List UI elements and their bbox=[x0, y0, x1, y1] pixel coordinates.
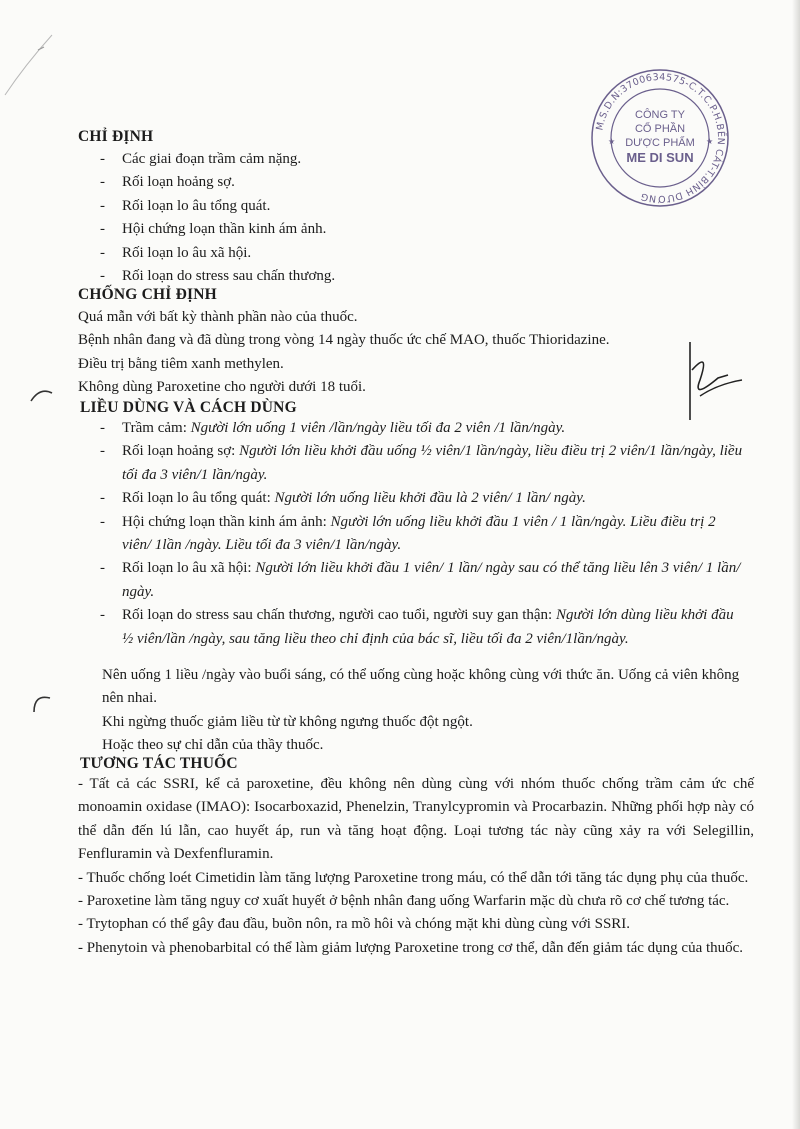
contraindications-text bbox=[78, 306, 748, 400]
heading-indications: CHỈ ĐỊNH bbox=[78, 128, 154, 145]
list-item bbox=[78, 604, 748, 651]
list-item bbox=[78, 440, 748, 487]
company-stamp bbox=[590, 68, 730, 208]
stamp-ring-textpath: M.S.D.N:3700634575-C.T.C.P.H.BẾN CÁT-T.BÌNH DƯƠNG bbox=[594, 71, 727, 205]
dose-detail: Người lớn uống 1 viên /lần/ngày liều tối đa 2 viên /1 lần/ngày. bbox=[190, 420, 566, 436]
dose-detail: Người lớn liều khởi đầu 1 viên/ 1 lần/ ngày sau có thể tăng liều lên 3 viên/ 1 lần/ ngày. bbox=[122, 560, 741, 600]
dose-detail: Người lớn dùng liều khởi đầu ½ viên/lần /ngày, sau tăng liều theo chỉ định của bác sĩ, liều tối đa 2 viên/1lần/ngày. bbox=[122, 607, 734, 647]
list-item: - Các giai đoạn trầm cảm nặng. bbox=[78, 148, 335, 171]
stamp-line-joint-stock: CỔ PHẦN bbox=[634, 123, 686, 135]
paragraph: - Trytophan có thể gây đau đầu, buồn nôn, ra mồ hôi và chóng mặt khi dùng cùng với SSRI. bbox=[78, 916, 631, 933]
dosage-list bbox=[78, 417, 748, 651]
paragraph: - Phenytoin và phenobarbital có thể làm giảm lượng Paroxetine trong cơ thể, dẫn đến giảm tác dụng của thuốc. bbox=[78, 939, 744, 956]
list-item bbox=[78, 417, 748, 440]
list-item: - Rối loạn hoảng sợ. bbox=[78, 171, 335, 194]
scan-smudge-mark bbox=[0, 20, 60, 100]
heading-dosage: LIỀU DÙNG VÀ CÁCH DÙNG bbox=[80, 399, 297, 416]
dose-detail: Người lớn liều khởi đầu uống ½ viên/1 lần/ngày, liều điều trị 2 viên/1 lần/ngày, liều tối đa 3 viên/1 lần/ngày. bbox=[122, 443, 743, 483]
interactions-text bbox=[78, 773, 754, 960]
list-item bbox=[78, 487, 748, 510]
dose-label: Rối loạn hoảng sợ: bbox=[122, 443, 240, 460]
dose-detail: Người lớn uống liều khởi đầu 1 viên / 1 lần/ngày. Liều điều trị 2 viên/ 1lần /ngày. Liều tối đa 3 viên/1 lần/ngày. bbox=[122, 513, 716, 554]
paragraph: Không dùng Paroxetine cho người dưới 18 tuổi. bbox=[78, 379, 366, 396]
dose-label: Rối loạn lo âu xã hội: bbox=[122, 560, 256, 577]
stamp-line-medisun: ME DI SUN bbox=[626, 150, 694, 165]
stamp-line-company: CÔNG TY bbox=[635, 109, 685, 121]
dosage-notes bbox=[102, 664, 752, 758]
list-item bbox=[78, 511, 748, 558]
list-item: - Rối loạn lo âu xã hội. bbox=[78, 242, 335, 265]
punch-hole-mark-bottom bbox=[28, 688, 58, 714]
indications-list bbox=[78, 148, 335, 288]
paragraph: - Paroxetine làm tăng nguy cơ xuất huyết ở bệnh nhân đang uống Warfarin mặc dù chưa rõ cơ chế tương tác. bbox=[78, 893, 730, 910]
paragraph: Bệnh nhân đang và đã dùng trong vòng 14 ngày thuốc ức chế MAO, thuốc Thioridazine. bbox=[78, 332, 610, 349]
dose-label: Rối loạn do stress sau chấn thương, người cao tuổi, người suy gan thận: bbox=[122, 607, 556, 624]
dose-label: Trầm cảm: bbox=[122, 420, 191, 436]
heading-interactions: TƯƠNG TÁC THUỐC bbox=[80, 755, 238, 772]
list-item: - Rối loạn lo âu tổng quát. bbox=[78, 195, 335, 218]
paragraph: - Thuốc chống loét Cimetidin làm tăng lượng Paroxetine trong máu, có thể dẫn tới tăng tác dụng phụ của thuốc. bbox=[78, 869, 749, 886]
paragraph: - Tất cả các SSRI, kể cả paroxetine, đều không nên dùng cùng với nhóm thuốc chống trầm cảm ức chế monoamin oxidase (IMAO): Isocarboxazid, Phenelzin, Tranylcypromin và Procarbazin. Những phối hợp này có thể dẫn đến lú lẫn, cao huyết áp, run và tăng hoạt động. Loại tương tác này cũng xảy ra với Selegillin, Fenfluramin và Dexfenfluramin. bbox=[78, 776, 754, 863]
list-item: - Hội chứng loạn thần kinh ám ảnh. bbox=[78, 218, 335, 241]
paragraph: Nên uống 1 liều /ngày vào buổi sáng, có thể uống cùng hoặc không cùng với thức ăn. Uống cả viên không nên nhai. bbox=[102, 667, 740, 707]
dose-label: Rối loạn lo âu tổng quát: bbox=[122, 490, 275, 507]
list-item: - Rối loạn do stress sau chấn thương. bbox=[78, 265, 335, 288]
stamp-star-right: ★ bbox=[706, 137, 714, 146]
paragraph: Điều trị bằng tiêm xanh methylen. bbox=[78, 355, 284, 372]
stamp-star-left: ★ bbox=[608, 137, 616, 146]
paragraph: Quá mẫn với bất kỳ thành phần nào của thuốc. bbox=[78, 309, 358, 325]
dose-label: Hội chứng loạn thần kinh ám ảnh: bbox=[122, 513, 331, 530]
heading-contraindications: CHỐNG CHỈ ĐỊNH bbox=[78, 286, 217, 303]
paragraph: Hoặc theo sự chỉ dẫn của thầy thuốc. bbox=[102, 737, 324, 754]
page-edge-shadow bbox=[792, 0, 800, 1129]
list-item bbox=[78, 557, 748, 604]
dose-detail: Người lớn uống liều khởi đầu là 2 viên/ 1 lần/ ngày. bbox=[274, 490, 586, 507]
punch-hole-mark-top bbox=[28, 385, 58, 405]
stamp-line-pharma: DƯỢC PHẨM bbox=[625, 137, 695, 149]
paragraph: Khi ngừng thuốc giảm liều từ từ không ngưng thuốc đột ngột. bbox=[102, 713, 473, 730]
